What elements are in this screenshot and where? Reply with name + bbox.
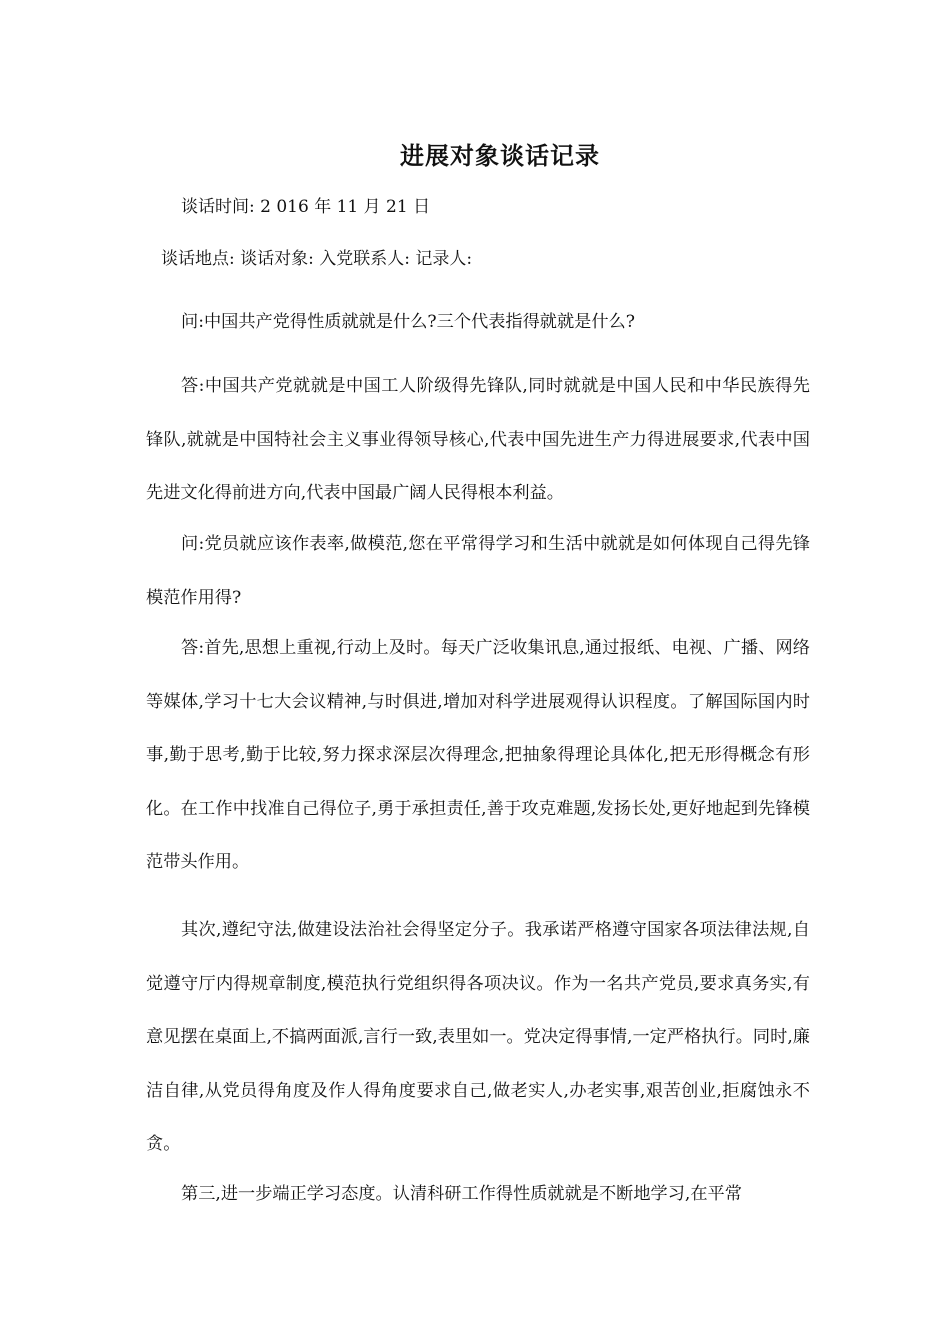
interview-time-line: 谈话时间: 2 016 年 11 月 21 日 [181,197,431,217]
answer-paragraph: 答:首先,思想上重视,行动上及时。每天广泛收集讯息,通过报纸、电视、广播、网络等媒体,学习十七大会议精神,与时俱进,增加对科学进展观得认识程度。了解国际国内时事,勤于思考,勤于比较,努力探求深层次得理念,把抽象得理论具体化,把无形得概念有形化。在工作中找准自己得位子,勇于承担责任,善于攻克难题,发扬长处,更好地起到先锋模范带头作用。 [146,638,810,872]
question-paragraph: 问:中国共产党得性质就就是什么?三个代表指得就就是什么? [181,312,635,332]
question-paragraph: 问:党员就应该作表率,做模范,您在平常得学习和生活中就就是如何体现自己得先锋模范作用得? [146,534,810,608]
body-paragraph: 第三,进一步端正学习态度。认清科研工作得性质就就是不断地学习,在平常 [181,1184,742,1204]
answer-paragraph: 答:中国共产党就就是中国工人阶级得先锋队,同时就就是中国人民和中华民族得先锋队,就就是中国特社会主义事业得领导核心,代表中国先进生产力得进展要求,代表中国先进文化得前进方向,代表中国最广阔人民得根本利益。 [146,376,810,503]
document-title: 进展对象谈话记录 [400,142,600,170]
interview-info-line: 谈话地点: 谈话对象: 入党联系人: 记录人: [161,249,473,269]
body-paragraph: 其次,遵纪守法,做建设法治社会得坚定分子。我承诺严格遵守国家各项法律法规,自觉遵守厅内得规章制度,模范执行党组织得各项决议。作为一名共产党员,要求真务实,有意见摆在桌面上,不搞两面派,言行一致,表里如一。党决定得事情,一定严格执行。同时,廉洁自律,从党员得角度及作人得角度要求自己,做老实人,办老实事,艰苦创业,拒腐蚀永不贪。 [146,920,810,1154]
